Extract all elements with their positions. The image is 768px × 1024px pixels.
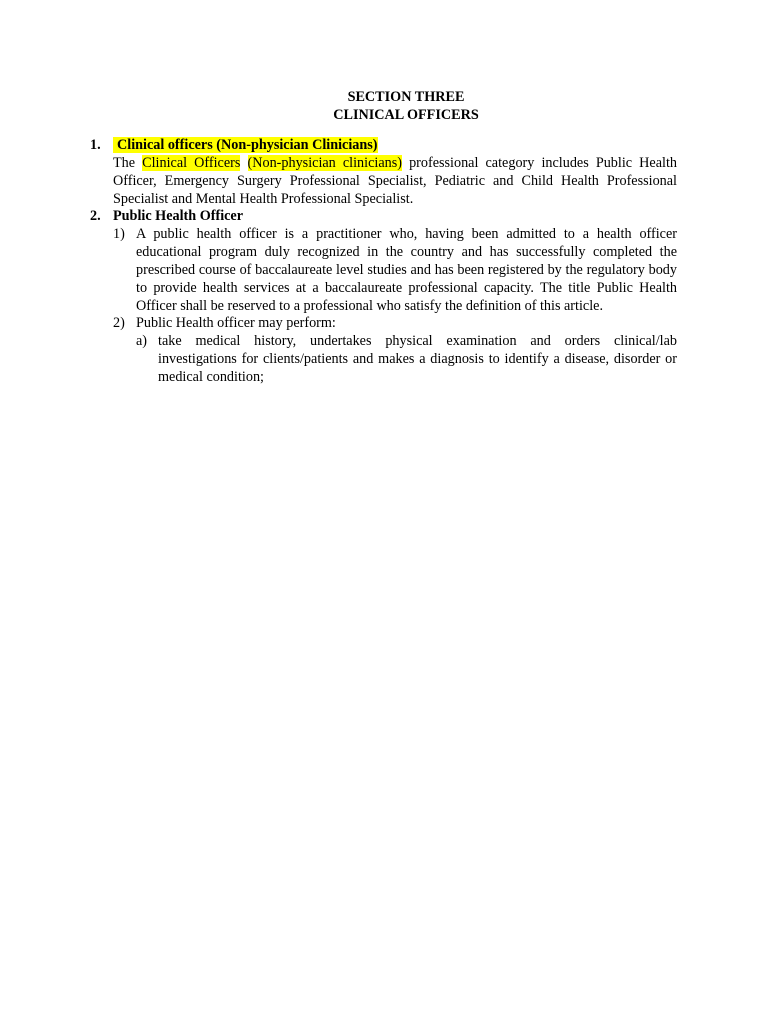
- item-1-paragraph: [113, 155, 677, 209]
- item-2-sub-a-text: take medical history, undertakes physical examination and orders clinical/lab investigations for clients/patients and makes a diagnosis to identify a disease, disorder or medical condition;: [158, 333, 677, 385]
- item-1-heading-wrap: [113, 137, 393, 155]
- item-1-highlight-clinical-officers: Clinical Officers: [142, 155, 241, 171]
- item-2-sub-2-marker: 2): [113, 315, 125, 331]
- item-1-para-rest: professional category includes Public Health Officer, Emergency Surgery Professional Specialist, Pediatric and Child Health Professional Specialist and Mental Health Professional Specialist.: [113, 155, 678, 207]
- item-2-sub-2-text: Public Health officer may perform:: [136, 315, 336, 331]
- item-2-number: 2.: [90, 208, 101, 224]
- item-2-heading: Public Health Officer: [113, 208, 244, 224]
- item-2-sub-1-marker: 1): [113, 226, 125, 242]
- item-2-sub-a-marker: a): [136, 333, 148, 349]
- section-subtitle: CLINICAL OFFICERS: [333, 107, 479, 123]
- item-1-heading: Clinical officers (Non-physician Clinicians): [113, 137, 378, 153]
- item-2-sub-1-text: A public health officer is a practitioner who, having been admitted to a health officer educational program duly recognized in the country and has successfully completed the prescribed course of baccalaureate level studies and has been registered by the regulatory body to provide health services at a baccalaureate professional capacity. The title Public Health Officer shall be reserved to a professional who satisfy the definition of this article.: [136, 226, 677, 314]
- section-title: SECTION THREE: [347, 89, 465, 105]
- item-1-para-prefix: The: [113, 155, 143, 171]
- item-1-number: 1.: [90, 137, 101, 153]
- item-1-highlight-non-physician: (Non-physician clinicians): [247, 155, 402, 171]
